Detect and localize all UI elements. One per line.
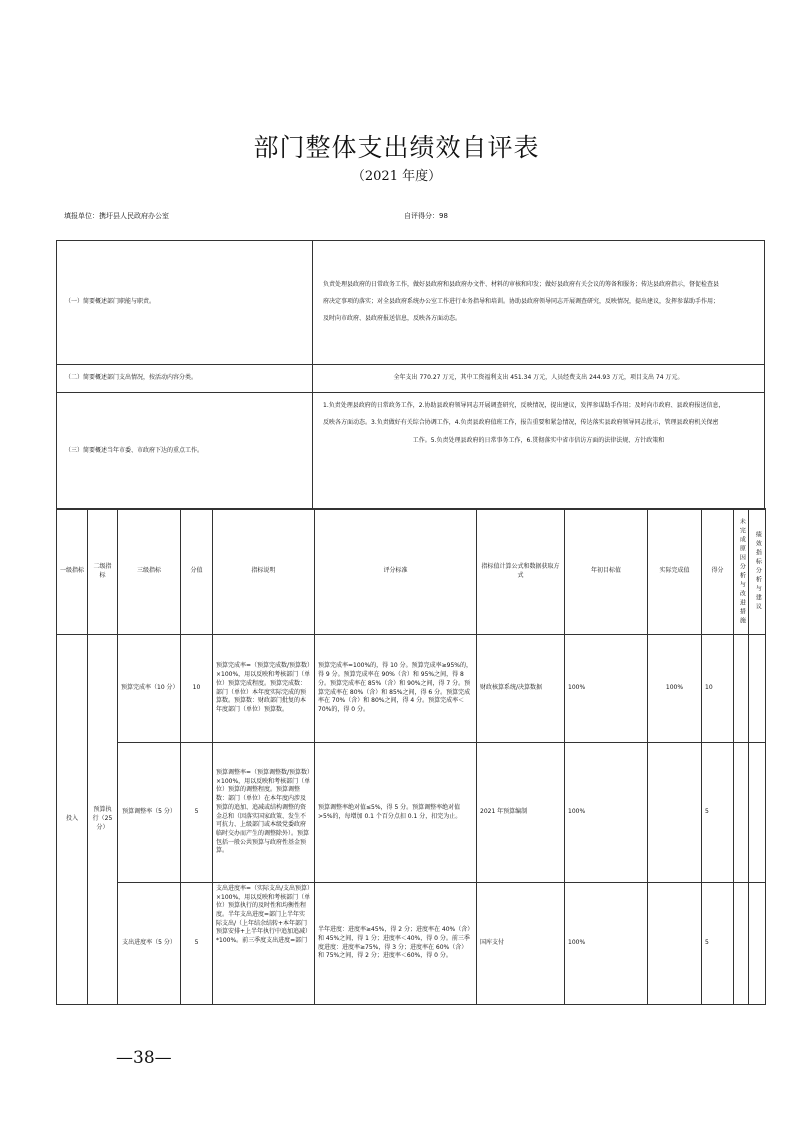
criteria-cell: 预算完成率=100%的，得 10 分。预算完成率≥95%的，得 9 分。预算完成率在 90%（含）和 95%之间，得 8 分。预算完成率在 85%（含）和 90%之间，得 7 分。预算完成率在 80%（含）和 85%之间，得 6 分。预算完成率在 70%（含）和 80%之间，得 4 分。预算完成率＜70%的，得 0 分。 <box>315 635 477 743</box>
page-number: —38— <box>116 1048 172 1068</box>
suggest-cell <box>749 743 766 883</box>
level1-cell: 投入 <box>57 635 88 1005</box>
header-suggest-cell <box>749 509 766 635</box>
level3-cell: 支出进度率（5 分） <box>118 883 181 1005</box>
overview-table <box>56 240 765 510</box>
header-got: 得分 <box>702 509 734 635</box>
overview-line: 工作。5.负责处理县政府的日常事务工作，6.贯彻落实中省市信访方面的法律法规、方针政策和 <box>412 436 665 444</box>
filling-unit: 填报单位：携圩县人民政府办公室 <box>64 212 169 220</box>
reason-cell <box>734 635 749 743</box>
actual-cell: 100% <box>648 635 702 743</box>
overview-line: 负责处理县政府的日常政务工作，做好县政府和县政府办文件、材料的审核和印发；做好县政府有关会议的筹备和服务；传达县政府指示，督促检查县 <box>323 281 720 289</box>
overview-line: 反映各方面动态。3.负责做好有关综合协调工作，4.负责县政府值班工作，报告重要和紧急情况，传达落实县政府领导同志批示，管理县政府机关保密 <box>323 419 719 427</box>
target-cell: 100% <box>565 635 648 743</box>
overview-value <box>313 365 765 393</box>
level3-cell: 预算调整率（5 分） <box>118 743 181 883</box>
desc-cell: 预算调整率=（预算调整数/预算数）×100%，用以反映和考核部门（单位）预算的调整程度。预算调整数：部门（单位）在本年度内涉及预算的追加、追减或结构调整的资金总和（因落实国家政策、发生不可抗力、上级部门或本级党委政府临时交办而产生的调整除外）。预算包括一般公共预算与政府性基金预算。 <box>213 743 315 883</box>
header-criteria: 评分标准 <box>315 509 477 635</box>
indicator-table <box>56 508 766 1005</box>
reason-cell <box>734 743 749 883</box>
header-method: 指标值计算公式和数据获取方式 <box>477 509 565 635</box>
overview-value <box>313 393 765 510</box>
header-score: 分值 <box>181 509 213 635</box>
overview-line: 府决定事项的落实；对全县政府系统办公室工作进行业务指导和培训。协助县政府领导同志开展调查研究，反映情况，提出建议，发挥参谋助手作用； <box>323 298 720 306</box>
method-cell: 国库支付 <box>477 883 565 1005</box>
header-level3: 三级指标 <box>118 509 181 635</box>
actual-cell <box>648 743 702 883</box>
got-cell: 5 <box>702 883 734 1005</box>
header-reason: 未完成原因分析与改进措施 <box>738 517 746 626</box>
overview-row <box>57 393 765 510</box>
method-cell: 财政核算系统/决算数据 <box>477 635 565 743</box>
score-cell: 5 <box>181 743 213 883</box>
actual-cell <box>648 883 702 1005</box>
header-level1: 一级指标 <box>57 509 88 635</box>
header-target: 年初目标值 <box>565 509 648 635</box>
level3-cell: 预算完成率（10 分） <box>118 635 181 743</box>
page-title: 部门整体支出绩效自评表 <box>253 133 540 162</box>
table-header-row <box>57 509 766 635</box>
target-cell: 100% <box>565 883 648 1005</box>
target-cell: 100% <box>565 743 648 883</box>
overview-line: 全年支出 770.27 万元，其中工资福利支出 451.34 万元，人员经费支出 244.93 万元，项目支出 74 万元。 <box>393 374 684 382</box>
page-subtitle-year: （2021 年度） <box>351 169 442 184</box>
criteria-cell: 半年进度：进度率≥45%，得 2 分；进度率在 40%（含）和 45%之间，得 1 分；进度率＜40%，得 0 分。前三季度进度：进度率≥75%，得 3 分；进度率在 60%（含）和 75%之间，得 2 分；进度率＜60%，得 0 分。 <box>315 883 477 1005</box>
overview-row <box>57 241 765 365</box>
reason-cell <box>734 883 749 1005</box>
suggest-cell <box>749 883 766 1005</box>
header-actual: 实际完成值 <box>648 509 702 635</box>
table-row <box>57 635 766 743</box>
got-cell: 5 <box>702 743 734 883</box>
overview-label: （三）简要概述当年市委、市政府下达的重点工作。 <box>57 393 313 510</box>
got-cell: 10 <box>702 635 734 743</box>
overview-label: （一）简要概述部门职能与职责。 <box>57 241 313 365</box>
level2-cell: 预算执行（25 分） <box>88 635 118 1005</box>
method-cell: 2021 年预算编制 <box>477 743 565 883</box>
table-row <box>57 883 766 1005</box>
self-score: 自评得分：98 <box>404 212 448 220</box>
header-reason-cell <box>734 509 749 635</box>
score-cell: 5 <box>181 883 213 1005</box>
desc-cell: 支出进度率=（实际支出/支出预算）×100%，用以反映和考核部门（单位）预算执行的及时性和均衡性程度。半年支出进度=部门上半年实际支出/（上年结余结转+本年部门预算安排+上半年执行中追加追减）*100%。前三季度支出进度=部门 <box>213 883 315 1005</box>
desc-cell: 预算完成率=（预算完成数/预算数）×100%，用以反映和考核部门（单位）预算完成程度。预算完成数：部门（单位）本年度实际完成的预算数。预算数：财政部门批复的本年度部门（单位）预算数。 <box>213 635 315 743</box>
header-suggest: 绩效指标分析与建议 <box>754 531 762 612</box>
header-level2: 二级指标 <box>88 509 118 635</box>
suggest-cell <box>749 635 766 743</box>
overview-line: 1.负责处理县政府的日常政务工作，2.协助县政府领导同志开展调查研究，反映情况，提出建议，发挥参谋助手作用；及时向市政府、县政府报送信息， <box>323 402 725 409</box>
overview-line: 及时向市政府、县政府报送信息，反映各方面动态。 <box>323 314 462 322</box>
header-desc: 指标说明 <box>213 509 315 635</box>
table-row <box>57 743 766 883</box>
overview-value <box>313 241 765 365</box>
overview-row <box>57 365 765 393</box>
overview-label: （二）简要概述部门支出情况，按活动内容分类。 <box>57 365 313 393</box>
score-cell: 10 <box>181 635 213 743</box>
criteria-cell: 预算调整率绝对值≤5%，得 5 分。预算调整率绝对值>5%的，每增加 0.1 个百分点扣 0.1 分，扣完为止。 <box>315 743 477 883</box>
